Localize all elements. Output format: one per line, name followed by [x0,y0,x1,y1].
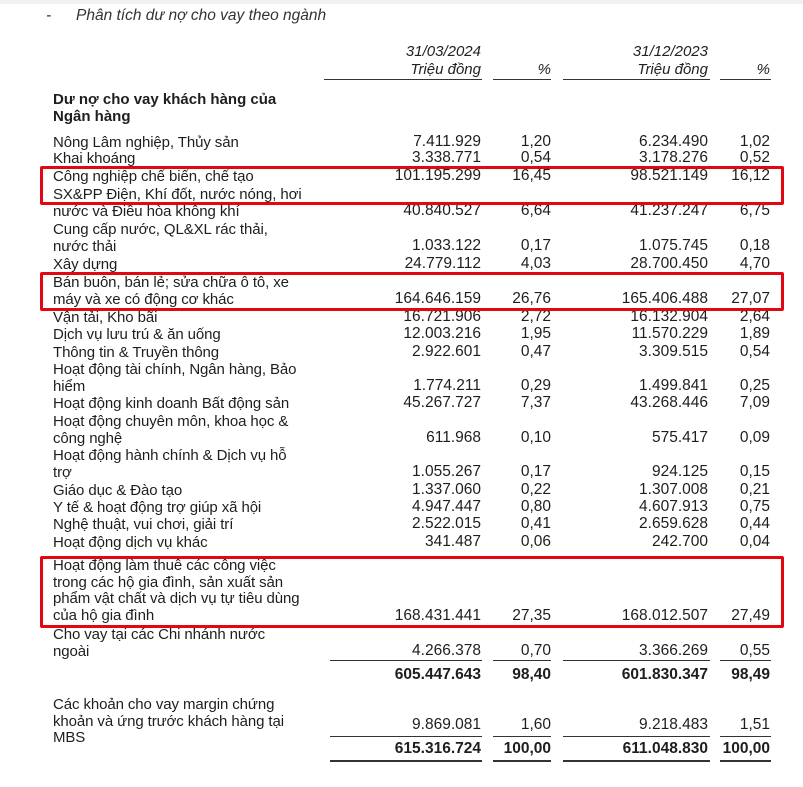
value-period1: 4.266.378 [412,642,481,659]
row-label: Hoạt động chuyên môn, khoa học & công nghệ [53,413,289,447]
col-header-unit-1: Triệu đồng [410,61,481,78]
col-header-pct-1: % [537,61,551,78]
margin-value-period2: 9.218.483 [639,716,708,733]
total-value-period1: 615.316.724 [394,740,481,757]
total-pct-period1: 100,00 [503,740,551,757]
pct-period2: 1,89 [739,325,770,342]
pct-period2: 4,70 [739,255,770,272]
pct-period1: 0,47 [520,343,551,360]
pct-period2: 7,09 [739,394,770,411]
value-period1: 611.968 [426,429,481,446]
row-label: Nông Lâm nghiệp, Thủy sản [53,134,239,151]
total-double-rule-3 [563,760,710,762]
section-title [46,7,326,25]
subtotal-rule-3 [563,660,710,661]
pct-period2: 0,44 [739,515,770,532]
pct-period2: 0,75 [739,498,770,515]
subtotal-rule-2 [493,660,551,661]
margin-row-label: Các khoản cho vay margin chứng khoản và ứng trước khách hàng tại MBS [53,696,284,746]
pct-period1: 0,17 [520,463,551,480]
value-period2: 1.307.008 [639,481,708,498]
highlight-box-manufacturing [40,166,784,205]
pct-period2: 0,21 [739,481,770,498]
row-label: Dịch vụ lưu trú & ăn uống [53,326,221,343]
margin-pct-period1: 1,60 [520,716,551,733]
pct-period2: 6,75 [739,202,770,219]
pct-period2: 16,12 [731,167,770,184]
value-period2: 16.132.904 [630,308,708,325]
pct-period1: 6,64 [520,202,551,219]
pct-period2: 0,09 [739,429,770,446]
total-rule-4 [720,736,771,737]
header-rule-2 [493,79,551,80]
pct-period1: 16,45 [512,167,551,184]
pct-period1: 0,80 [520,498,551,515]
row-label: Y tế & hoạt động trợ giúp xã hội [53,499,262,516]
total-value-period2: 611.048.830 [622,740,708,757]
value-period2: 11.570.229 [631,325,708,342]
pct-period2: 0,15 [739,463,770,480]
row-label: Hoạt động hành chính & Dịch vụ hỗ trợ [53,447,287,481]
pct-period2: 27,07 [731,290,770,307]
pct-period2: 27,49 [731,607,770,624]
value-period1: 16.721.906 [403,308,481,325]
row-label: Giáo dục & Đào tạo [53,482,183,499]
header-rule-3 [563,79,710,80]
header-rule-4 [720,79,771,80]
subtotal-pct-period2: 98,49 [731,666,770,683]
value-period2: 3.178.276 [639,149,708,166]
value-period1: 3.338.771 [412,149,481,166]
pct-period1: 2,72 [520,308,551,325]
value-period1: 2.922.601 [412,343,481,360]
title-text: Phân tích dư nợ cho vay theo ngành [76,7,327,24]
total-double-rule-2 [493,760,551,762]
row-label: Bán buôn, bán lẻ; sửa chữa ô tô, xe máy và xe có động cơ khác [53,274,289,308]
pct-period1: 27,35 [512,607,551,624]
pct-period1: 0,22 [520,481,551,498]
value-period1: 24.779.112 [404,255,481,272]
pct-period2: 0,55 [739,642,770,659]
row-label: SX&PP Điện, Khí đốt, nước nóng, hơi nước và Điều hòa không khí [53,186,302,220]
pct-period1: 0,41 [520,515,551,532]
value-period2: 43.268.446 [630,394,708,411]
pct-period2: 2,64 [739,308,770,325]
value-period1: 341.487 [424,533,481,550]
value-period1: 12.003.216 [403,325,481,342]
col-header-unit-2: Triệu đồng [637,61,708,78]
value-period2: 165.406.488 [621,290,708,307]
margin-value-period1: 9.869.081 [412,716,481,733]
pct-period1: 0,17 [520,237,551,254]
pct-period2: 0,52 [739,149,770,166]
pct-period1: 4,03 [520,255,551,272]
value-period2: 6.234.490 [639,133,708,150]
value-period2: 98.521.149 [630,167,708,184]
value-period2: 1.499.841 [639,377,708,394]
pct-period1: 0,54 [520,149,551,166]
value-period2: 575.417 [651,429,708,446]
value-period1: 101.195.299 [394,167,481,184]
value-period1: 4.947.447 [412,498,481,515]
value-period2: 28.700.450 [630,255,708,272]
total-double-rule-4 [720,760,771,762]
value-period2: 41.237.247 [630,202,708,219]
total-pct-period2: 100,00 [722,740,770,757]
row-label: Công nghiệp chế biến, chế tạo [53,168,254,185]
section-heading-line1: Dư nợ cho vay khách hàng của [53,91,277,108]
value-period2: 242.700 [651,533,708,550]
title-bullet: - [46,7,52,24]
total-rule-2 [493,736,551,737]
highlight-box-household [40,556,784,628]
pct-period1: 0,10 [520,429,551,446]
row-label: Hoạt động tài chính, Ngân hàng, Bảo hiểm [53,361,297,395]
top-border [0,0,803,4]
section-heading [53,91,276,125]
pct-period1: 1,20 [520,133,551,150]
value-period2: 3.309.515 [639,343,708,360]
row-label: Nghệ thuật, vui chơi, giải trí [53,516,234,533]
pct-period1: 7,37 [520,394,551,411]
pct-period2: 0,04 [739,533,770,550]
value-period2: 2.659.628 [639,515,708,532]
pct-period2: 0,18 [739,237,770,254]
value-period2: 3.366.269 [639,642,708,659]
col-header-date-2: 31/12/2023 [632,43,708,60]
row-label: Cung cấp nước, QL&XL rác thải, nước thải [53,221,268,255]
subtotal-pct-period1: 98,40 [512,666,551,683]
value-period1: 7.411.929 [413,133,481,150]
row-label: Vận tải, Kho bãi [53,309,158,326]
value-period1: 1.055.267 [412,463,481,480]
subtotal-rule-4 [720,660,771,661]
row-label: Hoạt động dịch vụ khác [53,534,208,551]
row-label: Cho vay tại các Chi nhánh nước ngoài [53,626,265,660]
highlight-box-wholesale-retail [40,272,784,311]
value-period1: 168.431.441 [394,607,481,624]
subtotal-value-period1: 605.447.643 [394,666,481,683]
row-label: Thông tin & Truyền thông [53,344,220,361]
subtotal-value-period2: 601.830.347 [621,666,708,683]
total-rule-3 [563,736,710,737]
col-header-date-1: 31/03/2024 [405,43,481,60]
pct-period1: 0,29 [520,377,551,394]
value-period1: 2.522.015 [412,515,481,532]
value-period2: 4.607.913 [639,498,708,515]
row-label: Hoạt động kinh doanh Bất động sản [53,395,290,412]
value-period2: 924.125 [651,463,708,480]
pct-period2: 0,25 [739,377,770,394]
pct-period1: 0,06 [520,533,551,550]
total-rule-1 [330,736,482,737]
pct-period2: 0,54 [739,343,770,360]
value-period2: 168.012.507 [621,607,708,624]
section-heading-line2: Ngân hàng [53,108,131,125]
total-double-rule-1 [330,760,482,762]
value-period1: 1.337.060 [412,481,481,498]
pct-period1: 0,70 [520,642,551,659]
row-label: Hoạt động làm thuê các công việc trong các hộ gia đình, sản xuất sản phẩm vật chất và dịch vụ tự tiêu dùng của hộ gia đình [53,557,300,624]
col-header-pct-2: % [756,61,770,78]
value-period1: 164.646.159 [394,290,481,307]
row-label: Khai khoáng [53,150,136,167]
value-period1: 1.774.211 [413,377,481,394]
pct-period1: 1,95 [520,325,551,342]
subtotal-rule-1 [330,660,482,661]
pct-period1: 26,76 [512,290,551,307]
row-label: Xây dựng [53,256,118,273]
margin-pct-period2: 1,51 [739,716,770,733]
header-rule-1 [324,79,482,80]
pct-period2: 1,02 [739,133,770,150]
value-period1: 40.840.527 [403,202,481,219]
value-period1: 45.267.727 [403,394,481,411]
value-period2: 1.075.745 [639,237,708,254]
value-period1: 1.033.122 [412,237,481,254]
